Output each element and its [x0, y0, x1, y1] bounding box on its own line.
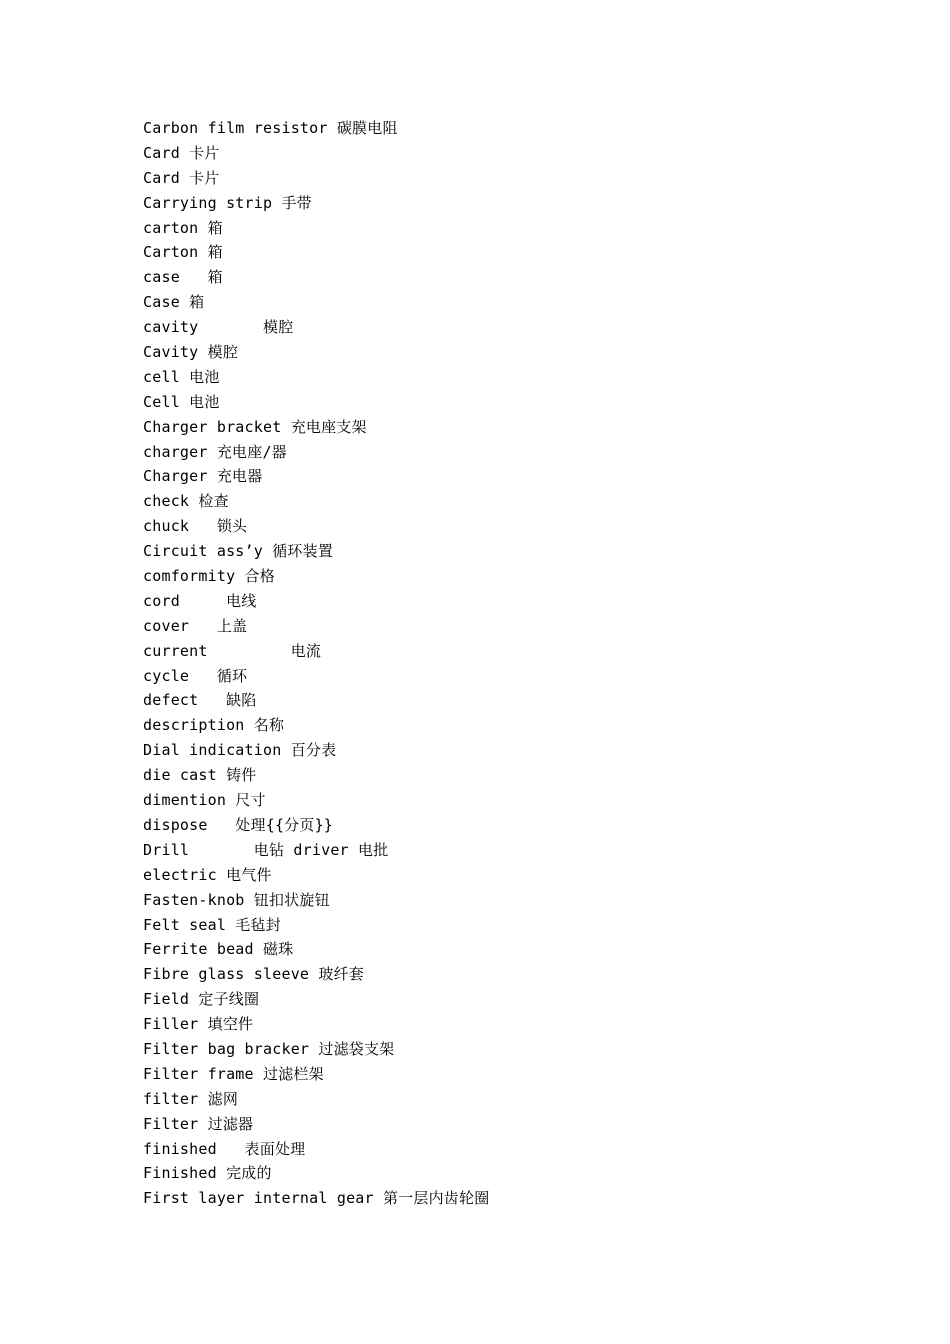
- glossary-entry: die cast 铸件: [143, 766, 257, 785]
- glossary-entry: Carbon film resistor 碳膜电阻: [143, 119, 398, 137]
- glossary-entry: dispose 处理{{分页}}: [143, 815, 334, 834]
- glossary-entry: Card 卡片: [143, 168, 220, 187]
- glossary-entry: Drill 电钻 driver 电批: [143, 840, 389, 859]
- glossary-entry: Dial indication 百分表: [143, 741, 337, 760]
- glossary-entry: defect 缺陷: [143, 691, 257, 710]
- glossary-entry: cover 上盖: [143, 616, 248, 635]
- glossary-entry: Fibre glass sleeve 玻纤套: [143, 965, 364, 984]
- glossary-entry: filter 滤网: [143, 1089, 239, 1108]
- glossary-entry: Cavity 模腔: [143, 343, 239, 362]
- glossary-entry: charger 充电座/器: [143, 442, 287, 461]
- glossary-entry: Case 箱: [143, 293, 205, 312]
- glossary-entry: check 检查: [143, 492, 229, 511]
- glossary-entry: chuck 锁头: [143, 517, 248, 536]
- glossary-entry: Filter frame 过滤栏架: [143, 1064, 324, 1083]
- glossary-entry: dimention 尺寸: [143, 791, 266, 810]
- glossary-entry: Felt seal 毛毡封: [143, 915, 281, 934]
- glossary-entry: Field 定子线圈: [143, 990, 260, 1009]
- glossary-entry: case 箱: [143, 268, 223, 287]
- glossary-entry: description 名称: [143, 716, 285, 735]
- glossary-entry: Circuit ass’y 循环装置: [143, 542, 334, 561]
- glossary-entry: First layer internal gear 第一层内齿轮圈: [143, 1189, 490, 1208]
- glossary-entry: Filler 填空件: [143, 1015, 254, 1034]
- glossary-entry: cord 电线: [143, 591, 257, 610]
- glossary-entry: Card 卡片: [143, 143, 220, 162]
- glossary-entry: comformity 合格: [143, 567, 275, 586]
- glossary-entry: electric 电气件: [143, 865, 272, 884]
- glossary-entry: Cell 电池: [143, 392, 220, 411]
- glossary-entry: Filter 过滤器: [143, 1114, 254, 1133]
- glossary-entry: Carrying strip 手带: [143, 193, 312, 212]
- glossary-entry: Ferrite bead 磁珠: [143, 940, 294, 959]
- glossary-entry: Carton 箱: [143, 243, 223, 262]
- glossary-entry: current 电流: [143, 641, 322, 660]
- glossary-entry: finished 表面处理: [143, 1139, 306, 1158]
- glossary-entry: cycle 循环: [143, 666, 248, 685]
- glossary-entry: Charger 充电器: [143, 467, 263, 486]
- glossary-entry: cavity 模腔: [143, 318, 294, 337]
- glossary-list: [143, 116, 489, 1211]
- glossary-entry: Finished 完成的: [143, 1164, 272, 1183]
- glossary-entry: carton 箱: [143, 218, 223, 237]
- glossary-entry: Fasten-knob 钮扣状旋钮: [143, 890, 330, 909]
- glossary-entry: Charger bracket 充电座支架: [143, 417, 367, 436]
- glossary-entry: Filter bag bracker 过滤袋支架: [143, 1039, 395, 1058]
- glossary-entry: cell 电池: [143, 367, 220, 386]
